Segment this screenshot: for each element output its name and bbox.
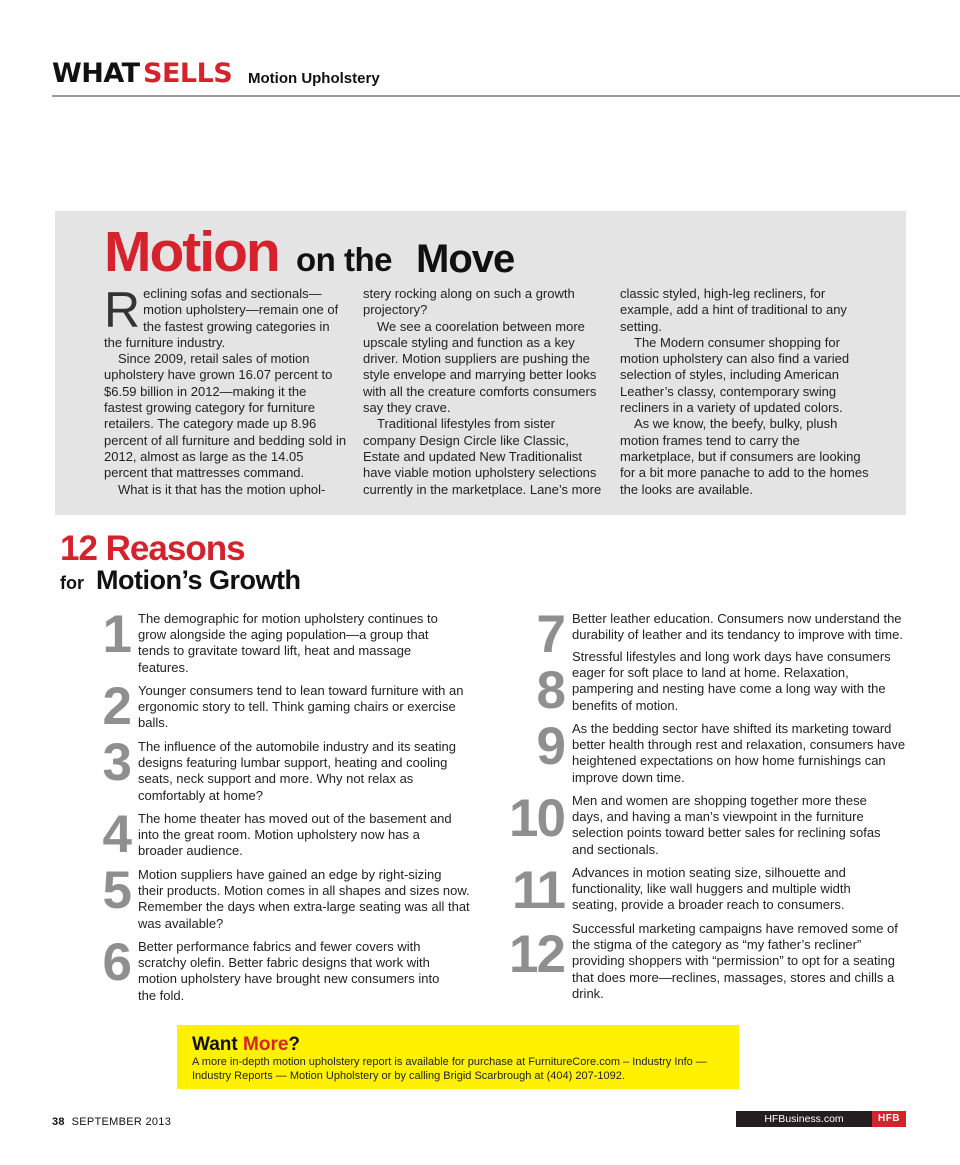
reason-text: The home theater has moved out of the basement and into the great room. Motion upholstery now has a broader audience. (138, 811, 452, 859)
reason-number: 8 (536, 661, 564, 720)
want-more-title-want: Want (192, 1034, 238, 1055)
paragraph: The Modern consumer shopping for motion upholstery can also find a varied selection of styles, including American Leather’s classy, contemporary swing recliners in a variety of updated colors. (620, 334, 850, 416)
reason-text: The influence of the automobile industry and its seating designs featuring lumbar support, heating and cooling seats, neck support and more. Why not relax as comfortably at home? (138, 739, 456, 803)
want-more-title-more: More (243, 1034, 289, 1055)
reason-text: Younger consumers tend to lean toward furniture with an ergonomic story to tell. Think gaming chairs or exercise balls. (138, 683, 464, 731)
reasons-title: 12 Reasons (60, 529, 245, 568)
reason-number: 3 (102, 733, 130, 792)
want-more-title-mark: ? (288, 1034, 301, 1055)
section-label: WHAT (52, 58, 140, 89)
reason-number: 10 (509, 789, 564, 848)
article-title-motion: Motion (104, 220, 279, 284)
paragraph: As we know, the beefy, bulky, plush motion frames tend to carry the marketplace, but if consumers are looking for a bit more panache to add to the homes the looks are available. (620, 416, 869, 497)
hfb-logo: HFB (872, 1111, 906, 1127)
reason-text: As the bedding sector have shifted its marketing toward better health through rest and relaxation, consumers have heightened expectations on how home furnishings can improve down time. (572, 721, 906, 785)
reason-text: The demographic for motion upholstery continues to grow alongside the aging population—a group that tends to gravitate toward lift, heat and massage features. (138, 611, 438, 675)
reasons-subtitle: Motion’s Growth (96, 565, 301, 595)
reason-text: Stressful lifestyles and long work days have consumers eager for soft place to land at home. Relaxation, pampering and nesting have come a long way with the benefits of motion. (572, 649, 891, 713)
paragraph: stery rocking along on such a growth projectory? (363, 286, 575, 318)
reason-number: 4 (102, 805, 130, 864)
reason-number: 5 (102, 861, 130, 920)
reasons-subtitle-for: for (60, 573, 84, 593)
header-divider (52, 95, 960, 97)
reason-text: Successful marketing campaigns have removed some of the stigma of the category as “my father’s recliner” providing shoppers with “permission” to opt for a seating that does more—reclines, massages, stores and chills a drink. (572, 921, 898, 1001)
reason-number: 11 (511, 861, 564, 920)
paragraph: Traditional lifestyles from sister company Design Circle like Classic, Estate and updated New Traditionalist have viable motion upholstery selections currently in the marketplace. Lane’s more (363, 416, 602, 497)
drop-cap: R (104, 282, 141, 338)
reason-number: 1 (102, 605, 130, 664)
article-title-move: Move (416, 237, 515, 281)
paragraph: eclining sofas and sectionals—motion upholstery—remain one of the fastest growing categories in the furniture industry. (104, 286, 339, 350)
reason-text: Better leather education. Consumers now understand the durability of leather and its tendancy to improve with time. (572, 611, 903, 643)
page-footer (52, 1116, 171, 1128)
section-label-accent: SELLS (143, 58, 233, 89)
subsection-label: Motion Upholstery (248, 70, 380, 87)
paragraph: What is it that has the motion uphol- (118, 481, 326, 497)
want-more-title (192, 1033, 300, 1057)
reason-number: 7 (536, 605, 564, 664)
reason-text: Better performance fabrics and fewer covers with scratchy olefin. Better fabric designs that work with motion upholstery have brought new consumers into the fold. (138, 939, 440, 1003)
article-column-3 (620, 286, 872, 498)
reason-text: Motion suppliers have gained an edge by right-sizing their products. Motion comes in all shapes and sizes now. Remember the days when extra-large seating was all that was available? (138, 867, 470, 931)
paragraph: classic styled, high-leg recliners, for example, add a hint of traditional to any setting. (620, 286, 847, 334)
reason-number: 9 (536, 717, 564, 776)
paragraph: Since 2009, retail sales of motion upholstery have grown 16.07 percent to $6.59 billion in 2012—making it the fastest growing category for furniture retailers. The category made up 8.96 percent of all furniture and bedding sold in 2012, almost as large as the 14.05 percent that mattresses command. (104, 351, 347, 481)
paragraph: We see a coorelation between more upscale styling and function as a key driver. Motion suppliers are pushing the style envelope and marrying better looks with all the creature comforts consumers say they crave. (363, 318, 597, 416)
reason-number: 12 (509, 925, 564, 984)
want-more-text: A more in-depth motion upholstery report is available for purchase at FurnitureCore.com – Industry Info — Industry Reports — Motion Upholstery or by calling Brigid Scarbrough at (404) 207-1092. (192, 1056, 707, 1082)
reason-text: Men and women are shopping together more these days, and having a man’s viewpoint in the furniture selection points toward better sales for reclining sofas and sectionals. (572, 793, 881, 857)
article-title-onthe: on the (296, 241, 392, 278)
page-number: 38 (52, 1116, 65, 1128)
article-column-1 (104, 282, 348, 498)
issue-date: SEPTEMBER 2013 (71, 1116, 172, 1128)
reason-number: 6 (102, 933, 130, 992)
site-url: HFBusiness.com (736, 1111, 872, 1127)
reason-number: 2 (102, 677, 130, 736)
reason-text: Advances in motion seating size, silhouette and functionality, like wall huggers and multiple width seating, provide a broader reach to consumers. (572, 865, 851, 913)
article-column-2 (363, 286, 603, 498)
